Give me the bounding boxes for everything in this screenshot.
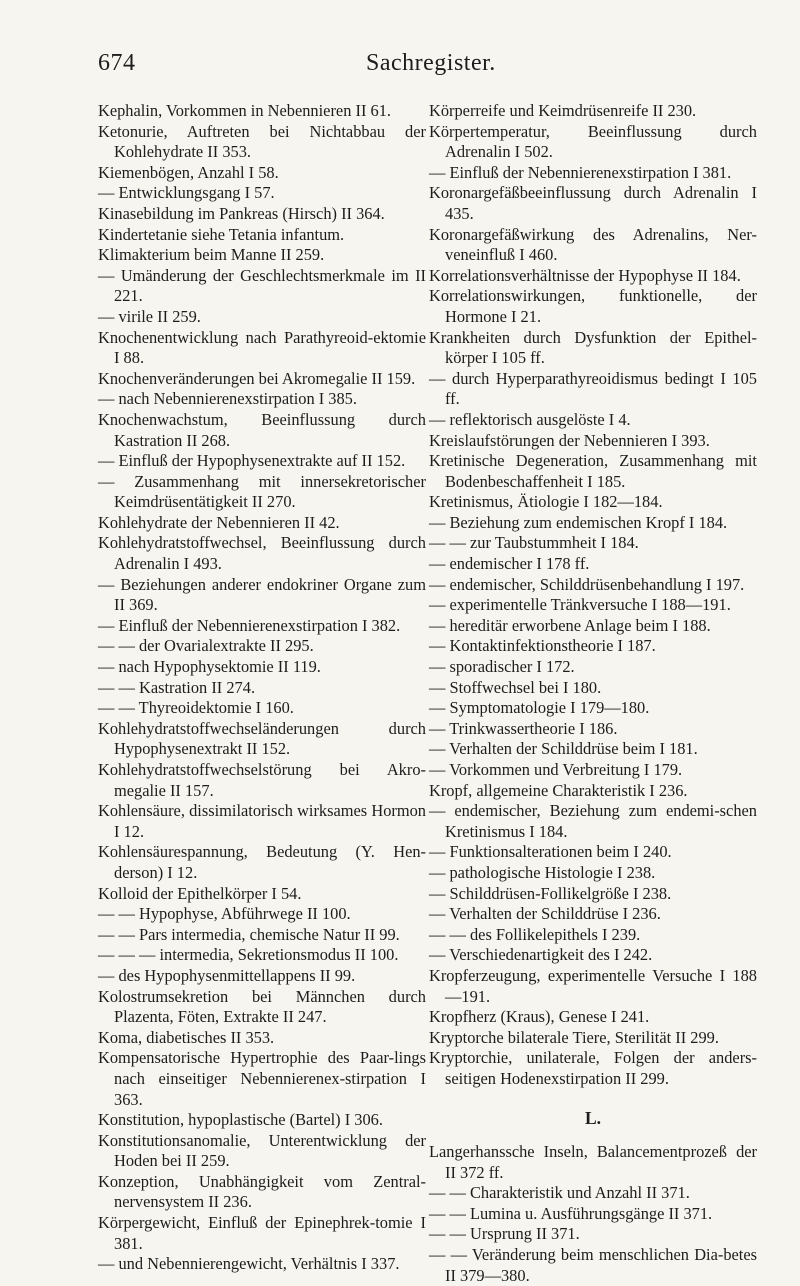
index-entry: Krankheiten durch Dysfunktion der Epithel-körper I 105 ff. bbox=[429, 327, 757, 368]
index-entry: — Einfluß der Nebennierenexstirpation I 381. bbox=[429, 162, 732, 182]
index-entry: — Einfluß der Nebennierenexstirpation I 382. bbox=[98, 615, 401, 635]
index-entry: Konstitution, hypoplastische (Bartel) I 306. bbox=[98, 1110, 383, 1130]
index-entry: — — Charakteristik und Anzahl II 371. bbox=[429, 1183, 690, 1203]
index-entry: — Einfluß der Hypophysenextrakte auf II 152. bbox=[98, 451, 406, 471]
index-entry: Konzeption, Unabhängigkeit vom Zentral-nervensystem II 236. bbox=[98, 1171, 426, 1212]
index-entry: — Beziehung zum endemischen Kropf I 184. bbox=[429, 512, 728, 532]
index-entry: Kropfherz (Kraus), Genese I 241. bbox=[429, 1007, 650, 1027]
index-entry: — endemischer I 178 ff. bbox=[429, 554, 590, 574]
index-entry: — des Hypophysenmittellappens II 99. bbox=[98, 965, 356, 985]
index-entry: Koma, diabetisches II 353. bbox=[98, 1027, 275, 1047]
index-entry: Kretinische Degeneration, Zusammenhang mit Bodenbeschaffenheit I 185. bbox=[429, 451, 757, 491]
index-entries-l bbox=[429, 1142, 757, 1286]
index-entry: — — zur Taubstummheit I 184. bbox=[429, 533, 639, 553]
index-entry: — — der Ovarialextrakte II 295. bbox=[98, 636, 314, 656]
index-entry: Kohlehydratstoffwechselstörung bei Akro-megalie II 157. bbox=[98, 760, 426, 800]
index-entry: — sporadischer I 172. bbox=[429, 657, 575, 677]
index-entry: — — — intermedia, Sekretionsmodus II 100. bbox=[98, 945, 399, 965]
index-entry: — Funktionsalterationen beim I 240. bbox=[429, 842, 672, 862]
index-entry: — Beziehungen anderer endokriner Organe zum II 369. bbox=[98, 574, 426, 615]
index-entry: — endemischer, Schilddrüsenbehandlung I 197. bbox=[429, 574, 745, 594]
index-entry: Kohlehydratstoffwechsel, Beeinflussung durch Adrenalin I 493. bbox=[98, 533, 426, 574]
index-entry: Kindertetanie siehe Tetania infantum. bbox=[98, 224, 345, 244]
index-entry: — Zusammenhang mit innersekretorischer Keimdrüsentätigkeit II 270. bbox=[98, 471, 426, 512]
index-entry: Körperreife und Keimdrüsenreife II 230. bbox=[429, 101, 697, 120]
index-entry: Kohlehydratstoffwechseländerungen durch Hypophysenextrakt II 152. bbox=[98, 718, 426, 759]
index-entry: — endemischer, Beziehung zum endemi-schen Kretinismus I 184. bbox=[429, 801, 757, 841]
index-entry: — durch Hyperparathyreoidismus bedingt I 105 ff. bbox=[429, 368, 757, 409]
index-entry: Kohlehydrate der Nebennieren II 42. bbox=[98, 512, 340, 532]
index-entry: — nach Hypophysektomie II 119. bbox=[98, 657, 321, 677]
index-entry: Kreislaufstörungen der Nebennieren I 393. bbox=[429, 430, 710, 450]
page-header bbox=[98, 50, 758, 80]
index-entry: — Stoffwechsel bei I 180. bbox=[429, 677, 602, 697]
index-entry: Koronargefäßwirkung des Adrenalins, Ner-veneinfluß I 460. bbox=[429, 224, 757, 265]
index-entry: Kropferzeugung, experimentelle Versuche I 188—191. bbox=[429, 965, 757, 1006]
index-entry: — Vorkommen und Verbreitung I 179. bbox=[429, 760, 683, 779]
index-entry: Kohlensäure, dissimilatorisch wirksames Hormon I 12. bbox=[98, 801, 426, 841]
index-entry: Knochenentwicklung nach Parathyreoid-ektomie I 88. bbox=[98, 327, 426, 368]
index-column-left bbox=[98, 101, 426, 1275]
index-entry: — experimentelle Tränkversuche I 188—191. bbox=[429, 595, 731, 615]
page-number: 674 bbox=[98, 50, 136, 76]
index-entry: — Verhalten der Schilddrüse I 236. bbox=[429, 904, 661, 924]
section-letter-l: L. bbox=[584, 1107, 602, 1128]
index-entry: — und Nebennierengewicht, Verhältnis I 337. bbox=[98, 1254, 400, 1274]
index-entry: — — des Follikelepithels I 239. bbox=[429, 924, 641, 944]
index-entry: — — Pars intermedia, chemische Natur II 99. bbox=[98, 924, 400, 944]
index-entry: Kretinismus, Ätiologie I 182—184. bbox=[429, 492, 663, 512]
index-entry: — Kontaktinfektionstheorie I 187. bbox=[429, 636, 656, 656]
running-title: Sachregister. bbox=[366, 50, 496, 76]
index-entry: — Trinkwassertheorie I 186. bbox=[429, 718, 618, 738]
index-entries-k bbox=[429, 101, 757, 1090]
index-entry: Kompensatorische Hypertrophie des Paar-lings nach einseitiger Nebennierenex-stirpation I 363. bbox=[98, 1048, 426, 1109]
index-entry: Korrelationswirkungen, funktionelle, der Hormone I 21. bbox=[429, 286, 757, 326]
index-entry: Kephalin, Vorkommen in Nebennieren II 61. bbox=[98, 101, 391, 120]
index-entry: Langerhanssche Inseln, Balancementprozeß der II 372 ff. bbox=[429, 1142, 757, 1182]
index-entry: Konstitutionsanomalie, Unterentwicklung der Hoden bei II 259. bbox=[98, 1130, 426, 1171]
index-entry: Kryptorchie, unilaterale, Folgen der anders-seitigen Hodenexstirpation II 299. bbox=[429, 1048, 757, 1088]
index-entry: — — Ursprung II 371. bbox=[429, 1224, 580, 1244]
index-entry: Körpertemperatur, Beeinflussung durch Adrenalin I 502. bbox=[429, 121, 757, 162]
index-entry: Körpergewicht, Einfluß der Epinephrek-tomie I 381. bbox=[98, 1213, 426, 1253]
index-entry: Kolloid der Epithelkörper I 54. bbox=[98, 883, 302, 903]
index-entry: Ketonurie, Auftreten bei Nichtabbau der Kohlehydrate II 353. bbox=[98, 121, 426, 162]
index-entry: Kryptorche bilaterale Tiere, Sterilität II 299. bbox=[429, 1027, 719, 1047]
index-entry: — — Hypophyse, Abführwege II 100. bbox=[98, 904, 351, 924]
index-entry: — hereditär erworbene Anlage beim I 188. bbox=[429, 615, 711, 635]
index-entry: — — Thyreoidektomie I 160. bbox=[98, 698, 294, 718]
index-entry: — — Veränderung beim menschlichen Dia-betes II 379—380. bbox=[429, 1245, 757, 1285]
index-entry: Koronargefäßbeeinflussung durch Adrenalin I 435. bbox=[429, 183, 757, 223]
index-entry: Klimakterium beim Manne II 259. bbox=[98, 245, 325, 265]
index-entry: — virile II 259. bbox=[98, 306, 201, 326]
index-entry: — nach Nebennierenexstirpation I 385. bbox=[98, 389, 357, 409]
index-entry: — — Kastration II 274. bbox=[98, 677, 256, 697]
index-entry: — Entwicklungsgang I 57. bbox=[98, 183, 275, 203]
index-entry: — Verschiedenartigkeit des I 242. bbox=[429, 945, 653, 965]
index-entry: — Verhalten der Schilddrüse beim I 181. bbox=[429, 739, 698, 759]
index-entry: Korrelationsverhältnisse der Hypophyse II 184. bbox=[429, 265, 741, 285]
index-entry: — Umänderung der Geschlechtsmerkmale im II 221. bbox=[98, 265, 426, 306]
index-entry: — reflektorisch ausgelöste I 4. bbox=[429, 409, 631, 429]
index-column-right bbox=[429, 101, 757, 1286]
index-entry: — Symptomatologie I 179—180. bbox=[429, 698, 650, 718]
index-entry: Knochenveränderungen bei Akromegalie II 159. bbox=[98, 368, 416, 388]
index-entry: Knochenwachstum, Beeinflussung durch Kastration II 268. bbox=[98, 409, 426, 450]
index-entry: Kiemenbögen, Anzahl I 58. bbox=[98, 162, 279, 182]
index-entry: Kropf, allgemeine Charakteristik I 236. bbox=[429, 780, 688, 800]
index-entry: — pathologische Histologie I 238. bbox=[429, 862, 656, 882]
index-entry: Kohlensäurespannung, Bedeutung (Y. Hen-derson) I 12. bbox=[98, 842, 426, 882]
index-entry: — Schilddrüsen-Follikelgröße I 238. bbox=[429, 883, 672, 903]
index-entry: Kolostrumsekretion bei Männchen durch Plazenta, Föten, Extrakte II 247. bbox=[98, 986, 426, 1027]
index-entry: Kinasebildung im Pankreas (Hirsch) II 364. bbox=[98, 203, 385, 223]
index-entry: — — Lumina u. Ausführungsgänge II 371. bbox=[429, 1203, 713, 1223]
